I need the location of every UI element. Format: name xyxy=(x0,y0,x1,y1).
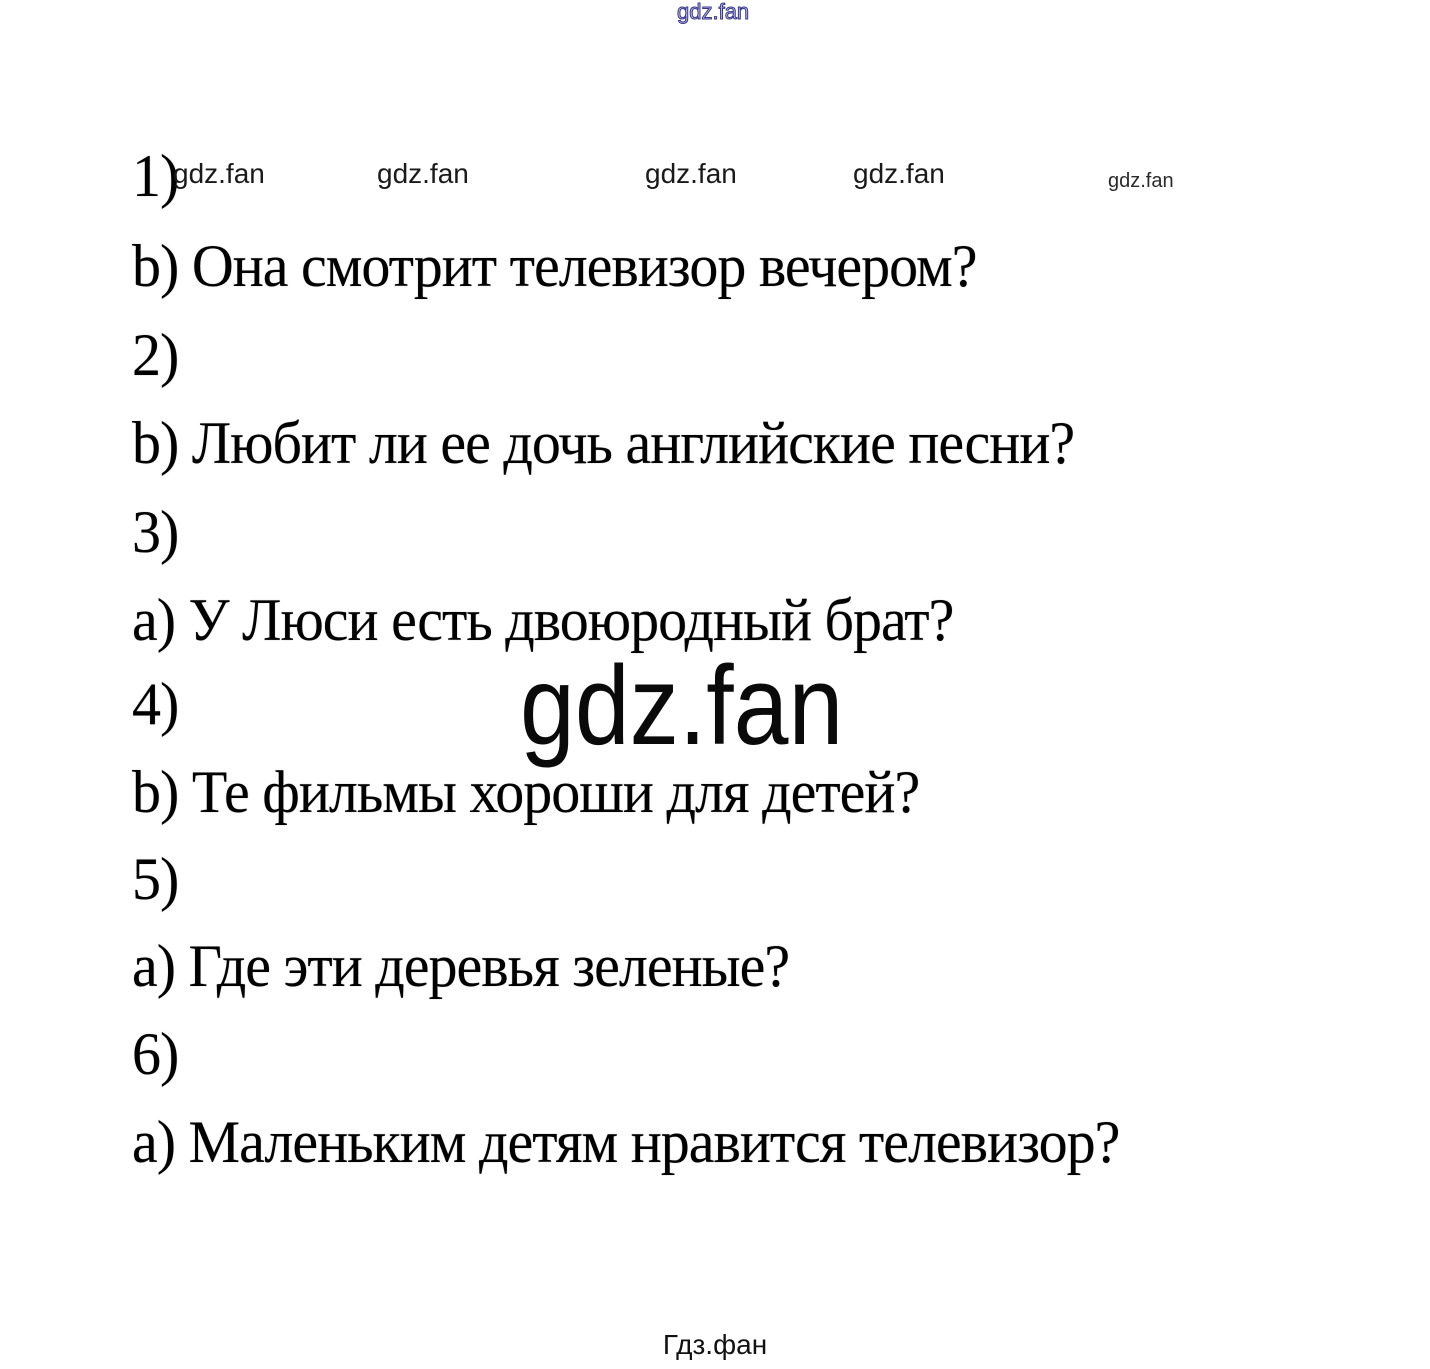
watermark-top: gdz.fan xyxy=(677,0,750,24)
exercise-answer-5a: a) Где эти деревья зеленые? xyxy=(132,931,790,1000)
exercise-answer-2b: b) Любит ли ее дочь английские песни? xyxy=(132,408,1075,477)
watermark-row-2: gdz.fan xyxy=(377,158,469,189)
watermark-row-5: gdz.fan xyxy=(1108,170,1174,192)
exercise-answer-1b: b) Она смотрит телевизор вечером? xyxy=(132,231,977,300)
watermark-row-1: gdz.fan xyxy=(173,158,265,189)
watermark-big: gdz.fan xyxy=(520,643,844,768)
exercise-number-3: 3) xyxy=(132,497,179,566)
watermark-row-3: gdz.fan xyxy=(645,158,737,189)
footer-brand: Гдз.фан xyxy=(662,1329,768,1360)
exercise-answer-6a: a) Маленьким детям нравится телевизор? xyxy=(132,1107,1120,1176)
exercise-answer-4b: b) Те фильмы хороши для детей? xyxy=(132,757,920,826)
exercise-number-4: 4) xyxy=(132,669,179,738)
exercise-number-5: 5) xyxy=(132,844,179,913)
exercise-number-6: 6) xyxy=(132,1019,179,1088)
watermark-row-4: gdz.fan xyxy=(853,158,945,189)
exercise-number-2: 2) xyxy=(132,320,179,389)
exercise-number-1: 1) xyxy=(132,141,179,210)
exercise-answer-3a: a) У Люси есть двоюродный брат? xyxy=(132,585,954,654)
